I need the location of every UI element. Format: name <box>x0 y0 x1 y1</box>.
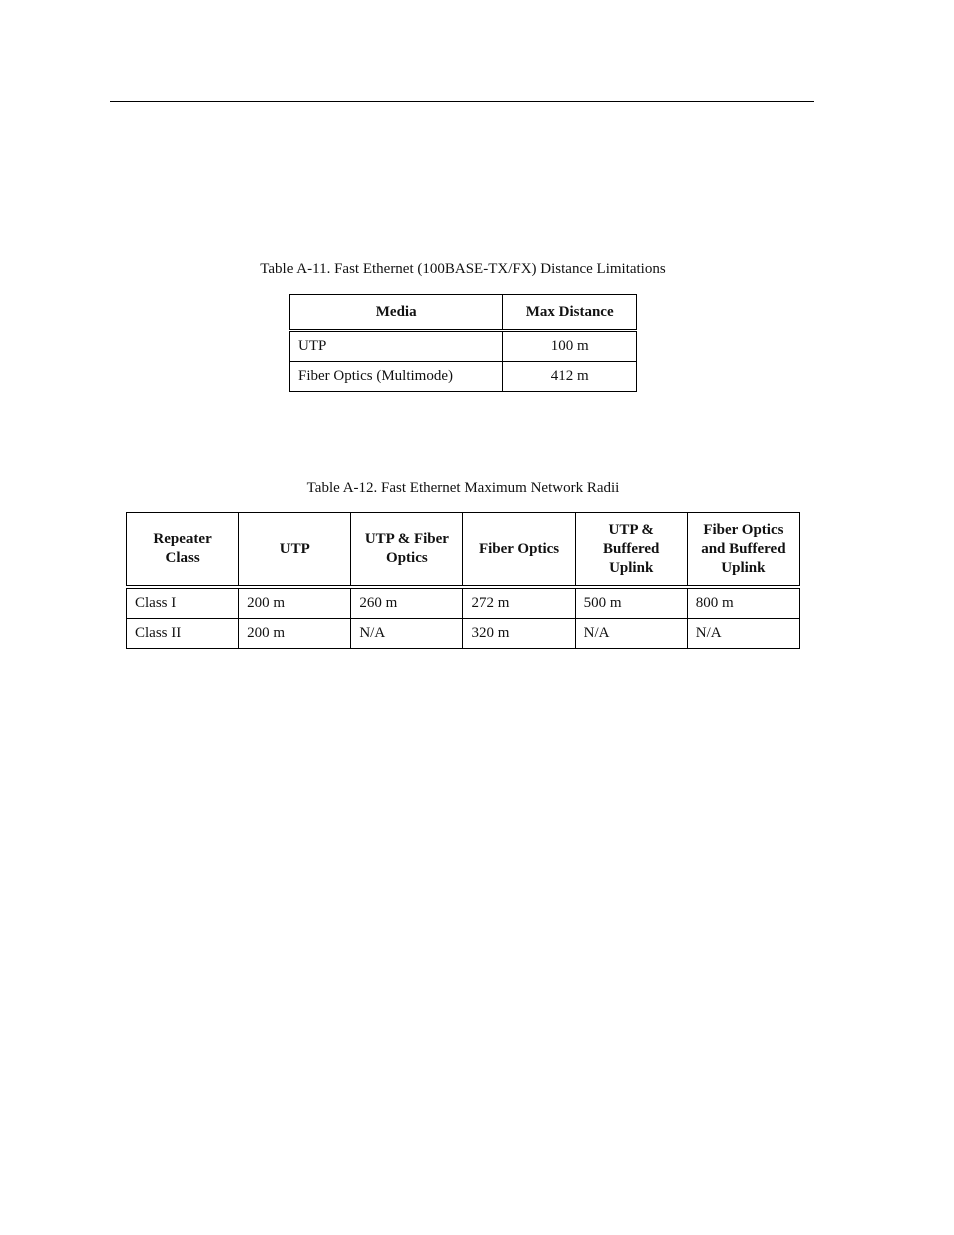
media-cell: UTP <box>290 331 503 362</box>
column-header-media: Media <box>290 295 503 331</box>
column-header-utp-buffered-uplink: UTP & Buffered Uplink <box>575 513 687 588</box>
table-cell: 200 m <box>239 587 351 619</box>
table-a12-caption: Table A-12. Fast Ethernet Maximum Network Radii <box>306 480 620 496</box>
header-rule <box>110 101 814 102</box>
table-a11 <box>289 294 637 392</box>
distance-cell: 412 m <box>503 362 637 392</box>
table-a11-caption: Table A-11. Fast Ethernet (100BASE-TX/FX) Distance Limitations <box>260 261 666 277</box>
table-header-row <box>290 295 637 331</box>
media-cell: Fiber Optics (Multimode) <box>290 362 503 392</box>
table-cell: 272 m <box>463 587 575 619</box>
table-cell: N/A <box>575 619 687 649</box>
column-header-repeater-class: Repeater Class <box>127 513 239 588</box>
table-header-row <box>127 513 800 588</box>
table-cell: 320 m <box>463 619 575 649</box>
table-row <box>127 587 800 619</box>
distance-cell: 100 m <box>503 331 637 362</box>
column-header-max-distance: Max Distance <box>503 295 637 331</box>
table-cell: 260 m <box>351 587 463 619</box>
table-cell: 200 m <box>239 619 351 649</box>
table-cell: 500 m <box>575 587 687 619</box>
table-a12 <box>126 512 800 649</box>
column-header-utp-fiber-optics: UTP & Fiber Optics <box>351 513 463 588</box>
table-cell: 800 m <box>687 587 799 619</box>
table-row <box>290 331 637 362</box>
table-row <box>127 619 800 649</box>
table-row <box>290 362 637 392</box>
repeater-class-cell: Class I <box>127 587 239 619</box>
repeater-class-cell: Class II <box>127 619 239 649</box>
column-header-utp: UTP <box>239 513 351 588</box>
column-header-fiber-optics-buffered-uplink: Fiber Optics and Buffered Uplink <box>687 513 799 588</box>
table-cell: N/A <box>687 619 799 649</box>
column-header-fiber-optics: Fiber Optics <box>463 513 575 588</box>
table-cell: N/A <box>351 619 463 649</box>
